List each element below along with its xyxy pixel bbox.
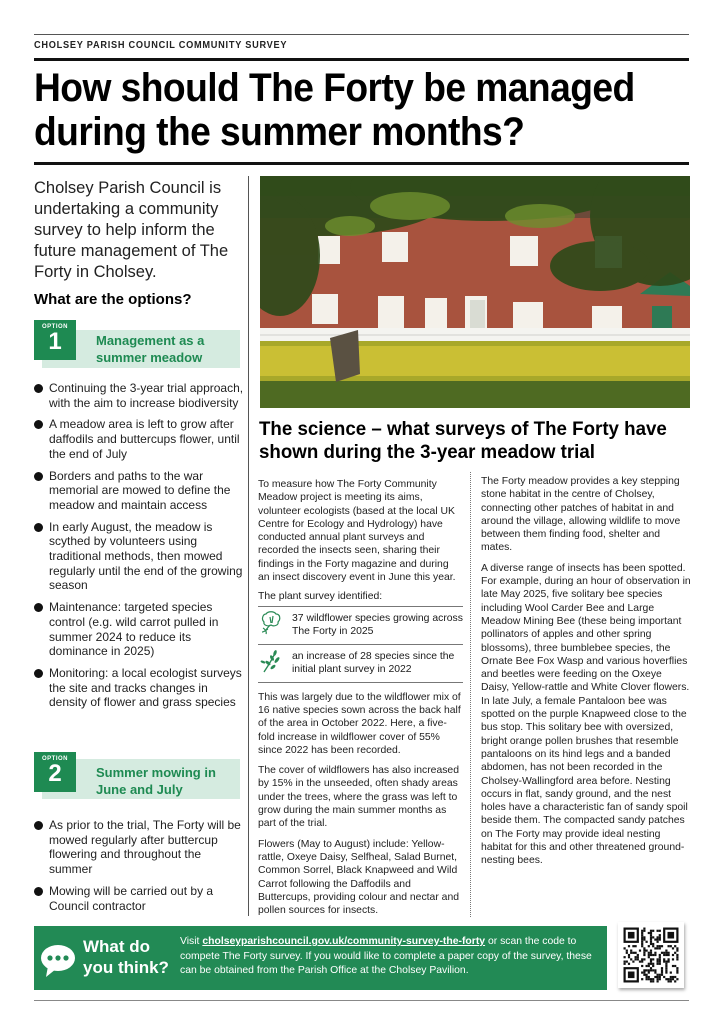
title-rule-top bbox=[34, 58, 689, 61]
column-dotted-divider bbox=[470, 472, 471, 917]
footer-text-before: Visit bbox=[180, 936, 203, 947]
survey-item bbox=[258, 644, 463, 682]
science-paragraph: This was largely due to the wildflower mix of 16 native species sown across the back half of the area in October 2022. Here, a five-fold increase in wildflower cover of 55% since 2022 has been recorded. bbox=[258, 691, 461, 756]
option-1-badge bbox=[34, 320, 76, 360]
option-2-label: OPTION bbox=[41, 756, 68, 762]
footer-text-after: or scan the code to compete The Forty survey. If you would like to complete a paper copy of the survey, these can be obtained from the Parish Office at the Cholsey Pavilion. bbox=[180, 936, 592, 976]
options-heading: What are the options? bbox=[34, 291, 192, 308]
footer-text bbox=[180, 935, 605, 979]
qr-code[interactable] bbox=[618, 922, 684, 988]
survey-item bbox=[258, 606, 463, 644]
list-item: A meadow area is left to grow after daffodils and buttercups flower, until the end of July bbox=[34, 417, 244, 461]
list-item: Mowing will be carried out by a Council contractor bbox=[34, 884, 244, 913]
science-paragraph: A diverse range of insects has been spotted. For example, during an hour of observation in late May 2025, five solitary bee species including Wool Carder Bee and Large Meadow Mining Bee (these being important pollinators of apples and other spring blossoms), three bumblebee species, the Ornate Bee Fox Wasp and various hoverflies and beetles were feeding on the Oxeye Daisy, Yellow-rattle and White Clover flowers. In late July, a female Pantaloon bee was spotted on the purple Knapweed close to the bus stop. This solitary bee with oversized, bright orange pollen brushes that resemble pantaloons on its hind legs and a banded abdomen, has not been recorded in the Cholsey-Wallingford area before. Nesting occurs in flat, sandy ground, and the nest holes have a characteristic fan of sandy spoil beside them. The compacted sandy patches on The Forty may provide ideal nesting habitat for this and other threatened ground-nesting bees. bbox=[481, 562, 691, 867]
option-2-badge bbox=[34, 752, 76, 792]
top-rule bbox=[34, 34, 689, 35]
cta-line-2: you think? bbox=[83, 958, 169, 977]
list-item: As prior to the trial, The Forty will be mowed regularly after buttercup flowering and throughout the summer bbox=[34, 818, 244, 877]
option-2-title: Summer mowing in June and July bbox=[96, 765, 216, 797]
list-item: Borders and paths to the war memorial are mowed to define the meadow and maintain access bbox=[34, 469, 244, 513]
column-divider bbox=[248, 176, 249, 916]
science-column-left bbox=[258, 478, 463, 917]
survey-link[interactable]: cholseyparishcouncil.gov.uk/community-survey-the-forty bbox=[202, 936, 486, 947]
science-paragraph: Flowers (May to August) include: Yellow-rattle, Oxeye Daisy, Selfheal, Salad Burnet, Common Sorrel, Black Knapweed and Wild Carrot following the Daffodils and Buttercups, providing colour and nectar and pollen sources for insects. bbox=[258, 838, 460, 917]
kicker: CHOLSEY PARISH COUNCIL COMMUNITY SURVEY bbox=[34, 40, 288, 51]
bottom-rule bbox=[34, 1000, 689, 1001]
list-item: Monitoring: a local ecologist surveys the site and tracks changes in density of flower and grass species bbox=[34, 666, 244, 710]
science-column-right bbox=[481, 475, 691, 868]
science-paragraph: To measure how The Forty Community Meadow project is meeting its aims, volunteer ecologists (based at the local UK Centre for Ecology and Hydrology) have conducted annual plant surveys and recorded the insects seen, sharing their findings in the Forty magazine and during an insect discovery event in June this year. bbox=[258, 479, 456, 584]
list-item: Maintenance: targeted species control (e.g. wild carrot pulled in summer 2024 to reduce its dominance in 2025) bbox=[34, 600, 244, 659]
science-paragraph: The cover of wildflowers has also increased by 15% in the unseeded, often shady areas under the trees, where the grass was left to grow during the main summer months as part of the trial. bbox=[258, 765, 459, 830]
cta-line-1: What do bbox=[83, 937, 151, 956]
intro-text: Cholsey Parish Council is undertaking a community survey to help inform the future management of The Forty in Cholsey. bbox=[34, 179, 229, 281]
flower-outline-icon bbox=[258, 610, 292, 641]
science-heading: The science – what surveys of The Forty have shown during the 3-year meadow trial bbox=[259, 418, 667, 463]
speech-bubble-icon bbox=[40, 944, 76, 983]
title-rule-bottom bbox=[34, 162, 689, 165]
option-1-label: OPTION bbox=[41, 324, 68, 330]
what-do-you-think-heading bbox=[83, 936, 169, 978]
survey-box bbox=[258, 606, 463, 683]
option-2-number: 2 bbox=[48, 760, 62, 787]
survey-item-text: an increase of 28 species since the initial plant survey in 2022 bbox=[292, 650, 455, 676]
survey-label: The plant survey identified: bbox=[258, 591, 383, 603]
survey-item-text: 37 wildflower species growing across The Forty in 2025 bbox=[292, 612, 463, 638]
cottages-meadow-photo bbox=[260, 176, 690, 408]
page-title: How should The Forty be managed during the summer months? bbox=[34, 66, 635, 154]
science-paragraph: The Forty meadow provides a key stepping stone habitat in the centre of Cholsey, connecting other patches of habitat in and around the village, allowing wildlife to move between them finding food, shelter and mates. bbox=[481, 476, 681, 554]
option-1-title: Management as a summer meadow bbox=[96, 333, 205, 365]
option-2-bullets bbox=[34, 818, 244, 920]
option-1-bullets bbox=[34, 381, 244, 717]
plant-sprig-icon bbox=[258, 648, 292, 679]
option-1-number: 1 bbox=[48, 328, 62, 355]
list-item: Continuing the 3-year trial approach, with the aim to increase biodiversity bbox=[34, 381, 244, 410]
list-item: In early August, the meadow is scythed by volunteers using traditional methods, then mowed regularly until the end of the growing season bbox=[34, 520, 244, 594]
